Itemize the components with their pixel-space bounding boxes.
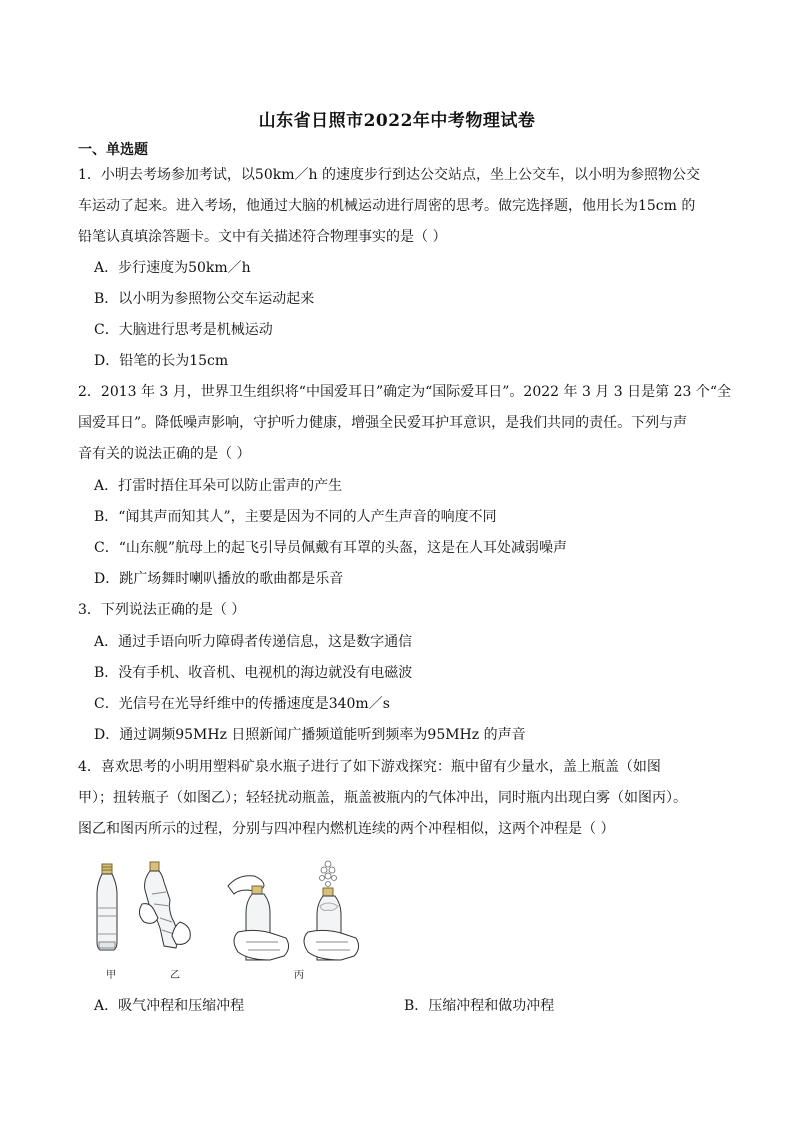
figure-caption-yi: 乙 [170, 970, 180, 981]
q1-line-1: 1．小明去考场参加考试，以50km／h 的速度步行到达公交站点，坐上公交车，以小明为参照物公交 [78, 167, 700, 183]
bottle-bing-1-icon [228, 876, 289, 960]
figure-caption-bing: 丙 [294, 970, 304, 981]
q4-option-b: B．压缩冲程和做功冲程 [404, 998, 555, 1014]
q2-option-b: B．“闻其声而知其人”，主要是因为不同的人产生声音的响度不同 [94, 509, 497, 525]
q4-line-1: 4．喜欢思考的小明用塑料矿泉水瓶子进行了如下游戏探究：瓶中留有少量水，盖上瓶盖（如图 [78, 759, 661, 775]
q2-line-1: 2．2013 年 3 月，世界卫生组织将“中国爱耳日”确定为“国际爱耳日”。2022 年 3 月 3 日是第 23 个“全 [78, 384, 731, 400]
q4-option-a: A．吸气冲程和压缩冲程 [94, 998, 245, 1014]
q4-line-2: 甲）；扭转瓶子（如图乙）；轻轻扰动瓶盖，瓶盖被瓶内的气体冲出，同时瓶内出现白雾（如图丙）。 [78, 790, 687, 806]
q2-option-d: D．跳广场舞时喇叭播放的歌曲都是乐音 [94, 571, 344, 587]
q3-option-c: C．光信号在光导纤维中的传播速度是340m／s [94, 696, 390, 712]
q2-line-3: 音有关的说法正确的是（ ） [78, 446, 251, 462]
q2-option-c: C．“山东舰”航母上的起飞引导员佩戴有耳罩的头盔，这是在人耳处减弱噪声 [94, 540, 568, 556]
q4-line-3: 图乙和图丙所示的过程，分别与四冲程内燃机连续的两个冲程相似，这两个冲程是（ ） [78, 821, 615, 837]
q3-option-b: B．没有手机、收音机、电视机的海边就没有电磁波 [94, 665, 413, 681]
page-title: 山东省日照市2022年中考物理试卷 [258, 111, 536, 131]
q1-option-c: C．大脑进行思考是机械运动 [94, 322, 273, 338]
q1-option-a: A．步行速度为50km／h [94, 260, 251, 276]
q3-line-1: 3．下列说法正确的是（ ） [78, 602, 246, 618]
q2-option-a: A．打雷时捂住耳朵可以防止雷声的产生 [94, 478, 343, 494]
q1-line-3: 铅笔认真填涂答题卡。文中有关描述符合物理事实的是（ ） [78, 229, 447, 245]
section-heading: 一、单选题 [78, 142, 148, 158]
q3-option-a: A．通过手语向听力障碍者传递信息，这是数字通信 [94, 634, 413, 650]
bottle-yi-icon [139, 862, 190, 948]
q1-option-b: B．以小明为参照物公交车运动起来 [94, 291, 315, 307]
q1-line-2: 车运动了起来。进入考场，他通过大脑的机械运动进行周密的思考。做完选择题，他用长为15cm 的 [78, 198, 696, 214]
q1-option-d: D．铅笔的长为15cm [94, 353, 229, 369]
figure-caption-jia: 甲 [106, 970, 116, 981]
bottle-jia-icon [97, 864, 117, 950]
bottle-figure [88, 856, 368, 986]
bottle-bing-2-icon [304, 861, 359, 960]
q3-option-d: D．通过调频95MHz 日照新闻广播频道能听到频率为95MHz 的声音 [94, 727, 526, 743]
q2-line-2: 国爱耳日”。降低噪声影响，守护听力健康，增强全民爱耳护耳意识，是我们共同的责任。下列与声 [78, 415, 688, 431]
